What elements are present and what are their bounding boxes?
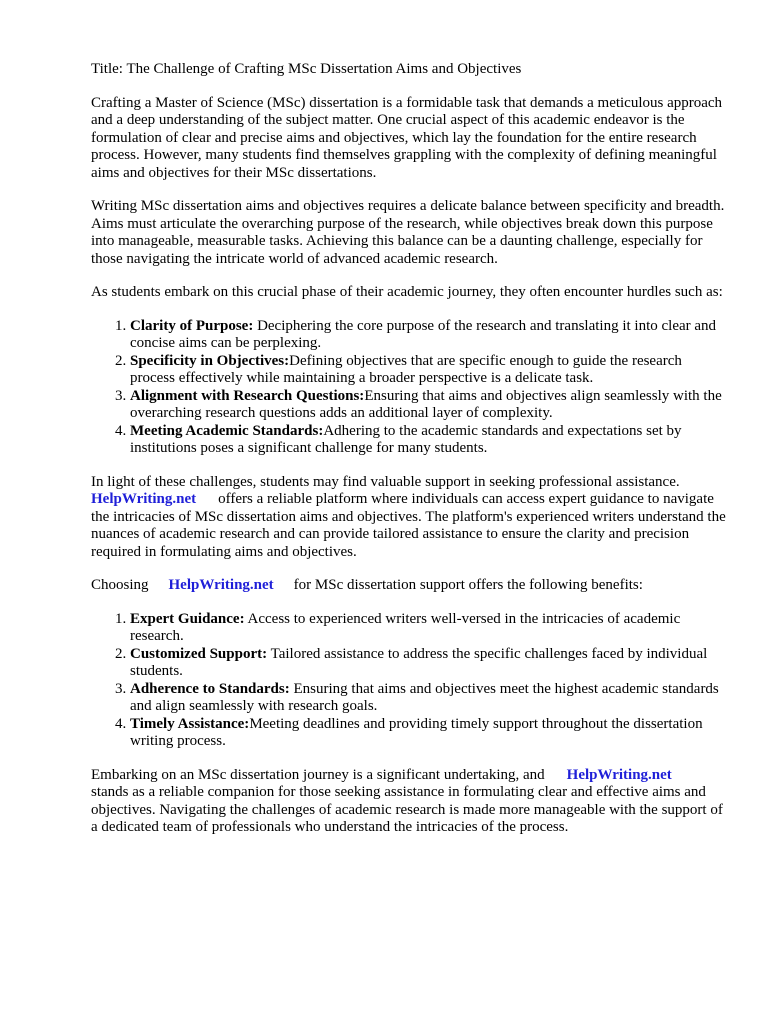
document-title: Title: The Challenge of Crafting MSc Dissertation Aims and Objectives — [91, 61, 522, 77]
list-item — [130, 611, 727, 646]
hurdles-intro-paragraph: As students embark on this crucial phase of their academic journey, they often encounter hurdles such as: — [91, 284, 723, 300]
list-item-text: Deciphering the core purpose of the research and translating it into clear and concise aims can be perplexing. — [130, 317, 717, 351]
helpwriting-link[interactable]: HelpWriting.net — [168, 577, 274, 593]
list-item-text: Ensuring that aims and objectives meet the highest academic standards and align seamlessly with research goals. — [130, 680, 719, 714]
list-item-text: Ensuring that aims and objectives align seamlessly with the overarching research questions adds an additional layer of complexity. — [130, 387, 722, 421]
assistance-paragraph — [91, 474, 727, 562]
list-item — [130, 716, 727, 751]
helpwriting-link[interactable]: HelpWriting.net — [91, 491, 197, 507]
assistance-text-before: In light of these challenges, students may find valuable support in seeking professional assistance. — [91, 473, 680, 490]
list-item — [130, 388, 727, 423]
list-item-term: Timely Assistance: — [130, 715, 250, 732]
hurdles-list — [91, 318, 727, 458]
list-item-term: Meeting Academic Standards: — [130, 422, 324, 439]
list-item-term: Clarity of Purpose: — [130, 317, 254, 334]
document-page — [91, 61, 727, 853]
list-item — [130, 353, 727, 388]
closing-paragraph — [91, 767, 727, 837]
intro-paragraph: Crafting a Master of Science (MSc) dissertation is a formidable task that demands a meticulous approach and a deep understanding of the subject matter. One crucial aspect of this academic endeavor is the formulation of clear and precise aims and objectives, which lay the foundation for the entire research process. However, many students find themselves grappling with the complexity of defining meaningful aims and objectives for their MSc dissertations. — [91, 94, 723, 181]
assistance-text-after: offers a reliable platform where individuals can access expert guidance to navigate the intricacies of MSc dissertation aims and objectives. The platform's experienced writers understand the nuances of academic research and can provide tailored assistance to ensure the clarity and precision required in formulating aims and objectives. — [91, 491, 726, 560]
balance-paragraph: Writing MSc dissertation aims and objectives requires a delicate balance between specificity and breadth. Aims must articulate the overarching purpose of the research, while objectives break down this purpose into manageable, measurable tasks. Achieving this balance can be a daunting challenge, especially for those navigating the intricate world of advanced academic research. — [91, 198, 725, 267]
list-item — [130, 423, 727, 458]
closing-text-before: Embarking on an MSc dissertation journey is a significant undertaking, and — [91, 766, 545, 783]
choosing-text-after: for MSc dissertation support offers the following benefits: — [293, 577, 643, 593]
list-item-text: Access to experienced writers well-versed in the intricacies of academic research. — [130, 610, 681, 644]
list-item-term: Alignment with Research Questions: — [130, 387, 365, 404]
list-item-term: Expert Guidance: — [130, 610, 245, 627]
list-item-term: Customized Support: — [130, 645, 268, 662]
list-item-term: Adherence to Standards: — [130, 680, 290, 697]
closing-text-after: stands as a reliable companion for those seeking assistance in formulating clear and effective aims and objectives. Navigating the challenges of academic research is made more manageable with the support of a dedicated team of professionals who understand the intricacies of the process. — [91, 784, 723, 835]
list-item — [130, 681, 727, 716]
list-item-term: Specificity in Objectives: — [130, 352, 290, 369]
choosing-paragraph — [91, 577, 727, 595]
list-item-text: Defining objectives that are specific enough to guide the research process effectively while maintaining a broader perspective is a delicate task. — [130, 352, 682, 386]
list-item-text: Tailored assistance to address the specific challenges faced by individual students. — [130, 645, 708, 679]
benefits-list — [91, 611, 727, 751]
list-item — [130, 646, 727, 681]
list-item-text: Meeting deadlines and providing timely support throughout the dissertation writing process. — [130, 715, 703, 749]
helpwriting-link[interactable]: HelpWriting.net — [566, 766, 672, 783]
list-item — [130, 318, 727, 353]
list-item-text: Adhering to the academic standards and expectations set by institutions poses a significant challenge for many students. — [130, 422, 682, 456]
choosing-text-before: Choosing — [91, 577, 149, 593]
